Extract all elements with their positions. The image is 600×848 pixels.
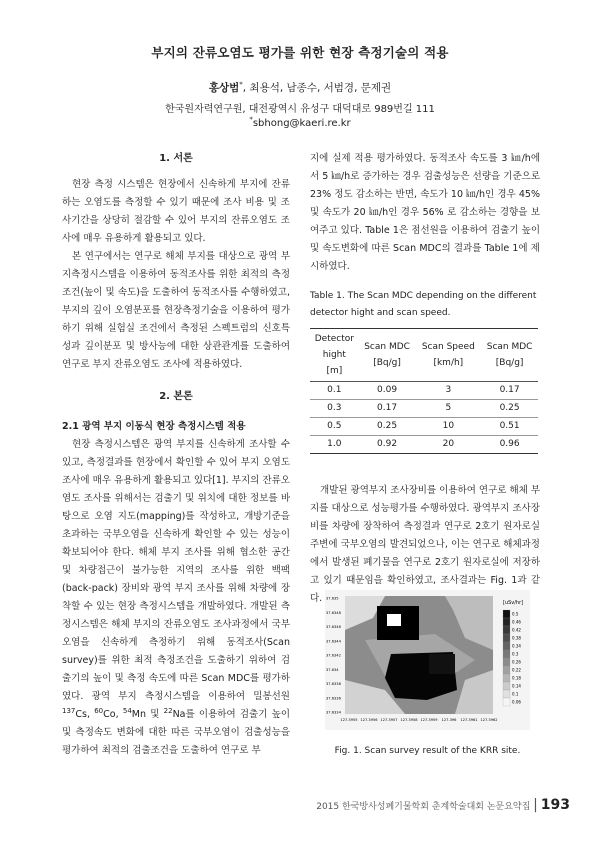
presenting-author: 홍상범 (208, 82, 240, 94)
right-paragraph-1: 지에 실제 적용 평가하였다. 동적조사 속도를 3 ㎞/h에서 5 ㎞/h로 증가하는 경우 검출성능은 선량을 기준으로 23% 정도 감소하는 반면, 속도가 10 ㎞/h인 경우 45% 및 속도가 20 ㎞/h인 경우 56% 로 감소하는 경향을 보여주고 있다. Table 1은 점선원을 이용하여 검출기 높이 및 속도변화에 따른 Scan MDC의 결과를 Table 1에 제시하였다. (310, 153, 540, 272)
isotope-na: 22 (163, 706, 173, 715)
legend-value: 0.3 (512, 651, 519, 657)
x-tick-label: 127.3957 (380, 718, 398, 722)
isotope-mn: 54 (122, 706, 132, 715)
legend-swatch (503, 674, 510, 682)
legend-value: 0.14 (512, 683, 521, 689)
co-authors: , 최용석, 남종수, 서범경, 문제권 (242, 82, 392, 94)
header-scan-mdc-1: Scan MDC [Bq/g] (359, 329, 416, 382)
legend-swatch (503, 698, 510, 706)
y-tick-label: 37.635 (326, 596, 339, 601)
legend-swatch (503, 682, 510, 690)
x-tick-label: 127.3961 (460, 718, 478, 722)
y-tick-label: 37.6336 (326, 696, 341, 701)
map-plot-area (345, 596, 493, 714)
legend-swatch (503, 666, 510, 674)
y-tick-label: 37.6348 (326, 610, 341, 615)
right-paragraph-2: 개발된 광역부지 조사장비를 이용하여 연구로 해체 부지를 대상으로 성능평가를 수행하였다. 광역부지 조사장비를 차량에 장착하여 측정결과 연구로 2호기 원자로실 주변에 국부오염의 발견되었으나, 이는 연구로 해체과정에서 발생된 폐기물을 연구로 2호기 원자로실에 저장하고 있기 때문임을 확인하였고, 조사결과는 Fig. 1과 같다. (310, 485, 541, 604)
legend-value: 0.38 (512, 635, 521, 641)
legend-swatch (503, 642, 510, 650)
x-tick-label: 127.3962 (480, 718, 498, 722)
right-column (310, 150, 540, 608)
legend-title: [uSv/hr] (503, 600, 524, 606)
x-tick-label: 127.3955 (340, 718, 358, 722)
legend-value: 0.5 (512, 611, 519, 617)
intro-heading: 1. 서론 (159, 153, 193, 164)
intro-paragraph-1: 현장 측정 시스템은 현장에서 신속하게 부지에 잔류하는 오염도를 측정할 수 있기 때문에 조사 비용 및 조사기간을 상당히 절감할 수 있어 부지의 잔류오염도 조사에 매우 유용하게 활용되고 있다. (62, 179, 290, 244)
y-tick-label: 37.634 (326, 667, 339, 672)
y-tick-label: 37.6342 (326, 653, 341, 658)
legend-value: 0.26 (512, 659, 521, 665)
legend-value: 0.06 (512, 699, 521, 705)
x-tick-label: 127.396 (441, 718, 457, 722)
page-number: 193 (540, 797, 570, 813)
y-axis-ticks (326, 597, 342, 715)
legend-swatch (503, 690, 510, 698)
body-heading: 2. 본론 (159, 391, 193, 402)
y-tick-label: 37.6338 (326, 682, 341, 686)
legend-swatch (503, 650, 510, 658)
x-tick-label: 127.3956 (360, 718, 378, 722)
footer-text: 2015 한국방사성폐기물학회 춘계학술대회 논문요약집 (316, 802, 531, 812)
legend-swatch (503, 634, 510, 642)
contact-email (0, 115, 600, 129)
y-tick-label: 37.6344 (326, 639, 341, 644)
x-tick-label: 127.3959 (420, 718, 438, 722)
affiliation: 한국원자력연구원, 대전광역시 유성구 대덕대로 989번길 111 (165, 104, 435, 115)
header-detector-hight: Detector hight [m] (310, 329, 359, 382)
left-column (62, 150, 290, 760)
header-scan-mdc-2: Scan MDC [Bq/g] (481, 329, 538, 382)
corresponding-mark: * (239, 80, 243, 89)
legend-value: 0.46 (512, 619, 521, 625)
email-address: sbhong@kaeri.re.kr (252, 118, 351, 129)
figure1-scan-map (325, 590, 530, 730)
table-row: 1.0 0.92 20 0.96 (310, 436, 538, 454)
email-mark: * (249, 115, 253, 124)
figure1-caption: Fig. 1. Scan survey result of the KRR site. (334, 746, 521, 756)
y-tick-label: 37.6346 (326, 625, 341, 629)
legend-swatch (503, 618, 510, 626)
isotope-cs: 137 (62, 706, 76, 715)
legend-value: 0.22 (512, 667, 521, 673)
paper-title: 부지의 잔류오염도 평가를 위한 현장 측정기술의 적용 (151, 45, 449, 60)
legend-swatch (503, 626, 510, 634)
hotspot-center (387, 614, 401, 626)
table-row: 0.3 0.17 5 0.25 (310, 400, 538, 418)
table-row: 0.5 0.25 10 0.51 (310, 418, 538, 436)
x-tick-label: 127.3958 (400, 718, 418, 722)
table1-caption: Table 1. The Scan MDC depending on the different detector hight and scan speed. (310, 291, 537, 318)
subsection-heading: 2.1 광역 부지 이동식 현장 측정시스템 적용 (62, 421, 246, 432)
intro-paragraph-2: 본 연구에서는 연구로 해체 부지를 대상으로 광역 부지측정시스템을 이용하여 동적조사를 위한 최적의 측정조건(높이 및 속도)을 도출하여 동적조사를 수행하였고, 부지의 깊이 오염분포를 현장측정기술을 이용하여 평가하기 위해 실험실 조건에서 측정된 스펙트럼의 신호특성과 깊이분포 및 방사능에 대한 상관관계를 도출하여 연구로 부지 잔류오염도 조사에 적용하였다. (62, 251, 290, 370)
header-scan-speed: Scan Speed [km/h] (415, 329, 481, 382)
page-footer (0, 797, 570, 813)
table1 (310, 328, 538, 454)
legend-swatch (503, 658, 510, 666)
hotspot-patch (429, 654, 455, 674)
isotope-co: 60 (94, 706, 104, 715)
author-list (0, 80, 600, 95)
legend-value: 0.1 (512, 691, 519, 697)
legend-swatch (503, 610, 510, 618)
y-tick-label: 37.6334 (326, 710, 341, 715)
legend-value: 0.34 (512, 643, 521, 649)
table-row: 0.1 0.09 3 0.17 (310, 382, 538, 400)
legend-value: 0.42 (512, 627, 521, 633)
body-paragraph-1: 현장 측정시스템은 광역 부지를 신속하게 조사할 수 있고, 측정결과를 현장에서 확인할 수 있어 부지 오염도 조사에 매우 유용하게 활용되고 있다[1]. 부지의 잔류오염도 조사를 위해서는 검출기 및 위치에 대한 정보를 바탕으로 오염 지도(mapping)를 작성하고, 개방기준을 초과하는 국부오염을 신속하게 확인할 수 있는 성능이 확보되어야 한다. 해체 부지 조사를 위해 협소한 공간 및 차량접근이 불가능한 지역의 조사를 위한 백팩(back-pack) 장비와 광역 부지 조사를 위해 차량에 장착할 수 있는 현장 측정시스템을 개발하였다. 개발된 측정시스템은 해체 부지의 잔류오염도 조사과정에서 국부오염을 신속하게 측정하기 위해 동적조사(Scan survey)를 위한 최적 측정조건을 도출하기 위하여 검출기의 높이 및 측정 속도에 따른 Scan MDC를 평가하였다. 광역 부지 측정시스템을 이용하여 밀봉선원 $^{137}$Cs, $^{60}$Co, $^{54}$Mn 및 $^{22}$Na를 이용하여 검출기 높이 및 측정속도 변화에 대한 따른 국부오염이 검출성능을 평가하여 최적의 검출조건을 도출하여 연구로 부 (62, 439, 290, 756)
legend-value: 0.18 (512, 675, 521, 681)
table-header-row (310, 329, 538, 382)
footer-separator: | (533, 797, 538, 813)
